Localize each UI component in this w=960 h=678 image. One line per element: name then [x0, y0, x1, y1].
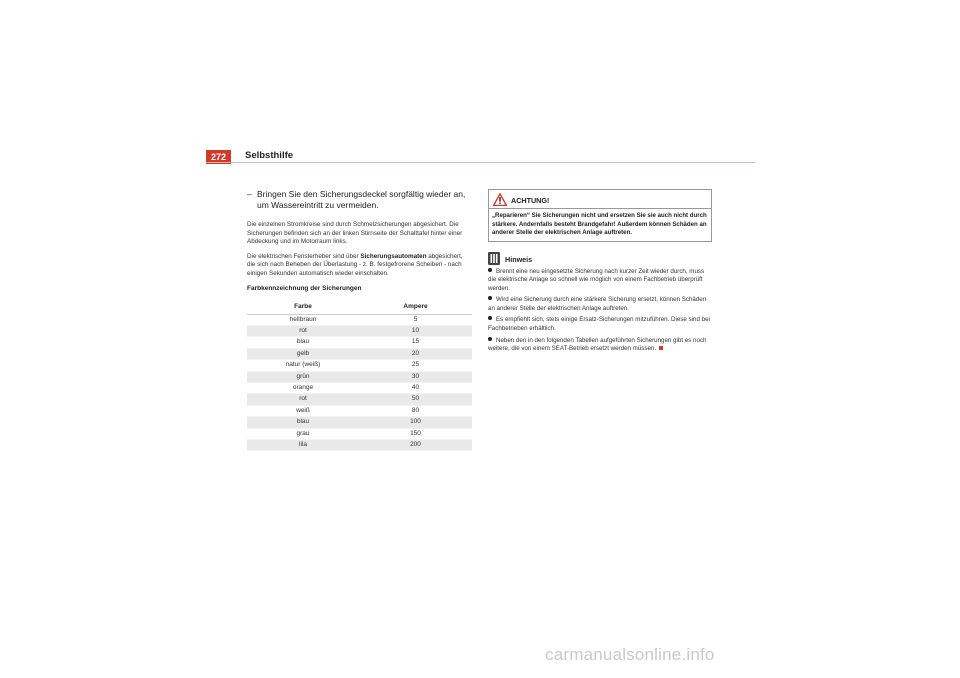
cell-ampere: 100: [359, 417, 472, 428]
table-row: [247, 371, 472, 382]
bullet-dot: [488, 268, 492, 272]
note-bullet-text: Neben den in den folgenden Tabellen aufgeführten Sicherungen gibt es noch weitere, die von einem SEAT-Betrieb ersetzt werden müssen.: [488, 336, 707, 353]
table-row: [247, 394, 472, 405]
note-bullet-text: Brennt eine neu eingesetzte Sicherung nach kurzer Zeit wieder durch, muss die elektrische Anlage so schnell wie möglich von einem Fachbetrieb überprüft werden.: [488, 267, 705, 292]
cell-farbe: rot: [247, 394, 359, 405]
table-row: [247, 325, 472, 336]
cell-ampere: 50: [359, 394, 472, 405]
cell-farbe: orange: [247, 383, 359, 394]
table-heading: Farbkennzeichnung der Sicherungen: [247, 284, 362, 292]
cell-ampere: 200: [359, 440, 472, 451]
header-rule: [206, 162, 755, 163]
cell-farbe: gelb: [247, 348, 359, 359]
table-row: [247, 405, 472, 416]
warning-triangle-icon: [493, 193, 507, 206]
window-lifter-paragraph: [247, 253, 472, 279]
cell-farbe: hellbraun: [247, 314, 359, 325]
step-item: [247, 189, 472, 211]
table-row: [247, 383, 472, 394]
warning-box: [488, 189, 712, 242]
section-end-mark: [659, 346, 663, 350]
page-number: 272: [206, 150, 231, 164]
cell-farbe: grau: [247, 428, 359, 439]
left-column: [247, 189, 472, 451]
cell-ampere: 30: [359, 371, 472, 382]
cell-farbe: weiß: [247, 405, 359, 416]
note-title: Hinweis: [505, 254, 533, 264]
column-header-farbe: Farbe: [247, 301, 359, 315]
cell-ampere: 40: [359, 383, 472, 394]
bullet-dot: [488, 316, 492, 320]
cell-farbe: lila: [247, 440, 359, 451]
cell-farbe: blau: [247, 417, 359, 428]
table-row: [247, 440, 472, 451]
note-bullet-text: Wird eine Sicherung durch eine stärkere Sicherung ersetzt, können Schäden an anderer Stelle der elektrischen Anlage auftreten.: [488, 296, 707, 312]
window-lifter-term: Sicherungsautomaten: [360, 252, 427, 260]
bullet-dot: [488, 337, 492, 341]
note-bullet: [488, 316, 712, 333]
warning-text: „Reparieren“ Sie Sicherungen nicht und ersetzen Sie sie auch nicht durch stärkere. Andernfalls besteht Brandgefahr! Außerdem können Schäden an anderer Stelle der elektrischen Anlage auftreten.: [492, 212, 707, 236]
warning-header: [489, 190, 711, 209]
window-lifter-text-pre: Die elektrischen Fensterheber sind über: [247, 252, 361, 260]
info-note-icon: [488, 252, 500, 265]
table-header-row: [247, 301, 472, 315]
note-header: [488, 252, 712, 266]
table-row: [247, 314, 472, 325]
cell-farbe: rot: [247, 325, 359, 336]
window-lifter-text-post: abgesichert, die sich nach Beheben der Überlastung - z. B. festgefrorene Scheiben - nach einigen Sekunden automatisch wieder einschalten.: [247, 252, 463, 277]
note-bullet: [488, 337, 712, 354]
column-header-ampere: Ampere: [359, 301, 472, 315]
cell-ampere: 80: [359, 405, 472, 416]
cell-ampere: 20: [359, 348, 472, 359]
cell-ampere: 10: [359, 325, 472, 336]
table-row: [247, 348, 472, 359]
cell-farbe: grün: [247, 371, 359, 382]
table-row: [247, 360, 472, 371]
fuse-color-table: [247, 301, 472, 452]
right-column: [488, 189, 712, 357]
cell-ampere: 25: [359, 360, 472, 371]
cell-ampere: 15: [359, 337, 472, 348]
cell-farbe: blau: [247, 337, 359, 348]
table-row: [247, 428, 472, 439]
cell-ampere: 150: [359, 428, 472, 439]
cell-ampere: 5: [359, 314, 472, 325]
bullet-dot: [488, 296, 492, 300]
intro-paragraph: Die einzelnen Stromkreise sind durch Schmelzsicherungen abgesichert. Die Sicherungen befinden sich an der linken Stirnseite der Schalttafel hinter einer Abdeckung und im Motorraum links.: [247, 221, 463, 246]
table-row: [247, 337, 472, 348]
note-bullet-text: Es empfiehlt sich, stets einige Ersatz-Sicherungen mitzuführen. Diese sind bei Fachbetrieben erhältlich.: [488, 316, 710, 333]
warning-title: ACHTUNG!: [511, 196, 550, 205]
table-row: [247, 417, 472, 428]
note-bullet: [488, 268, 712, 294]
note-bullet: [488, 296, 712, 313]
page-title: Selbsthilfe: [245, 150, 294, 161]
step-text: Bringen Sie den Sicherungsdeckel sorgfältig wieder an, um Wassereintritt zu vermeiden.: [257, 189, 466, 210]
step-dash: –: [247, 189, 252, 199]
watermark: carmanualsonline.info: [545, 645, 715, 664]
cell-farbe: natur (weiß): [247, 360, 359, 371]
